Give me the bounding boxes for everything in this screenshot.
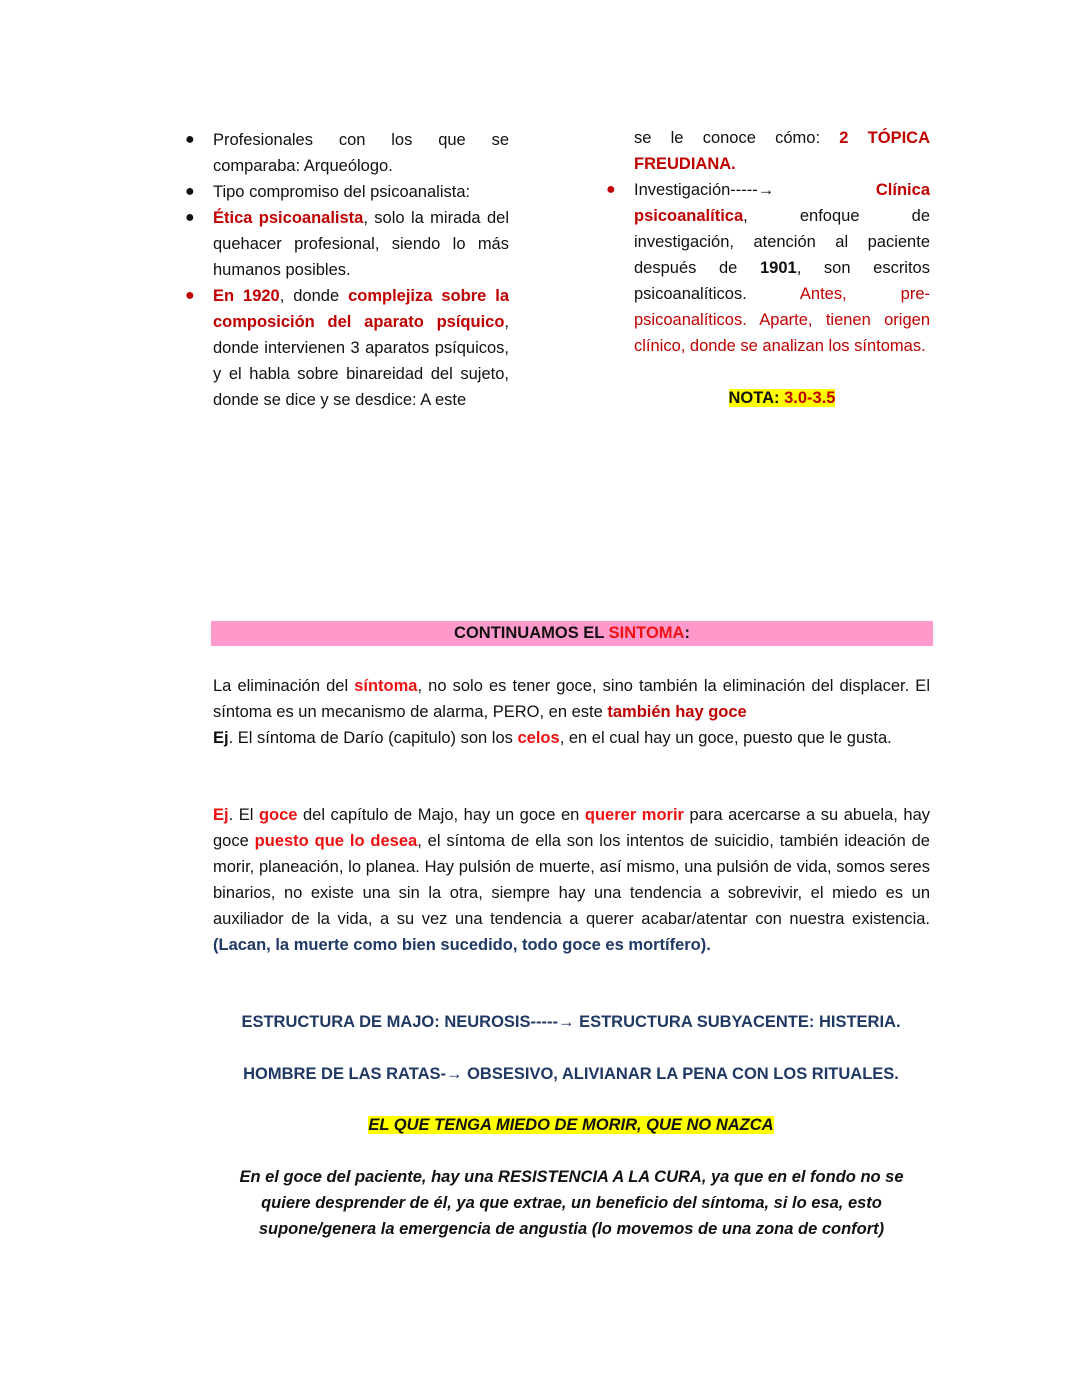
bullet-icon: ● bbox=[185, 131, 195, 148]
highlight-term: complejiza sobre la composición del aparato psíquico bbox=[213, 287, 510, 331]
hombre-line: HOMBRE DE LAS RATAS-→ OBSESIVO, ALIVIANAR LA PENA CON LOS RITUALES. bbox=[243, 1065, 899, 1083]
paragraph-2 bbox=[213, 802, 930, 958]
estructura-line: ESTRUCTURA DE MAJO: NEUROSIS-----→ ESTRUCTURA SUBYACENTE: HISTERIA. bbox=[241, 1013, 901, 1031]
bullet-list-right bbox=[606, 177, 930, 359]
text: del capítulo de Majo, hay un goce en bbox=[297, 806, 585, 824]
text: La eliminación del bbox=[213, 677, 355, 695]
item-text: , solo la mirada del quehacer profesional, siendo lo más humanos posibles. bbox=[213, 209, 509, 279]
list-item bbox=[185, 283, 510, 413]
item-text: Profesionales con los que se comparaba: Arqueólogo. bbox=[213, 131, 509, 175]
text: . El bbox=[228, 806, 259, 824]
list-item bbox=[185, 179, 509, 205]
text: , en el cual hay un goce, puesto que le gusta. bbox=[559, 729, 892, 747]
item-text: , son escritos psicoanalíticos. bbox=[634, 259, 930, 303]
item-text: , enfoque de investigación, atención al paciente después de bbox=[634, 207, 930, 277]
highlight-term: celos bbox=[517, 729, 560, 747]
bullet-icon: ● bbox=[606, 181, 616, 198]
highlight-term: 2 TÓPICA FREUDIANA. bbox=[634, 129, 930, 173]
item-text: Tipo compromiso del psicoanalista: bbox=[213, 183, 471, 201]
right-column bbox=[606, 125, 930, 411]
example-label: Ej bbox=[213, 806, 229, 824]
bullet-icon: ● bbox=[185, 209, 195, 226]
continued-text bbox=[634, 125, 930, 177]
left-column bbox=[185, 127, 510, 413]
example-label: Ej bbox=[213, 729, 229, 747]
bullet-list-left bbox=[185, 127, 510, 413]
red-text: Antes, pre-psicoanalíticos. Aparte, tienen origen clínico, donde se analizan los síntomas. bbox=[634, 285, 930, 355]
text: , no solo es tener goce, sino también la eliminación del displacer. El síntoma es un mecanismo de alarma, PERO, en este bbox=[213, 677, 930, 721]
miedo-highlight: EL QUE TENGA MIEDO DE MORIR, QUE NO NAZCA bbox=[368, 1116, 774, 1134]
closing-paragraph: En el goce del paciente, hay una RESISTENCIA A LA CURA, ya que en el fondo no se quiere desprender de él, ya que extrae, un beneficio del síntoma, si lo esa, esto supone/genera la emergencia de angustia (lo movemos de una zona de confort) bbox=[239, 1168, 904, 1238]
nota-highlight bbox=[729, 389, 836, 407]
section-header bbox=[211, 621, 933, 646]
highlight-term: querer morir bbox=[584, 806, 684, 824]
lacan-quote: (Lacan, la muerte como bien sucedido, todo goce es mortífero). bbox=[213, 936, 711, 954]
nota-label: NOTA: bbox=[728, 389, 785, 407]
nota bbox=[634, 385, 930, 411]
highlight-term: puesto que lo desea bbox=[254, 832, 418, 850]
highlight-term: también hay goce bbox=[607, 703, 747, 721]
bullet-icon: ● bbox=[185, 183, 195, 200]
section-title-highlight: SINTOMA bbox=[608, 624, 685, 642]
item-text: Investigación-----→ bbox=[634, 181, 876, 199]
list-item bbox=[185, 127, 509, 179]
text: . El síntoma de Darío (capitulo) son los bbox=[228, 729, 518, 747]
item-text: , donde intervienen 3 aparatos psíquicos, y el habla sobre binareidad del sujeto, donde se dice y se desdice: A este bbox=[213, 313, 509, 409]
text: , el síntoma de ella son los intentos de suicidio, también ideación de morir, planeación, lo planea. Hay pulsión de muerte, así mismo, una pulsión de vida, somos seres binarios, no existe una sin la otra, siempre hay una tendencia a sobrevivir, el miedo es un auxiliador de la vida, a su vez una tendencia a querer acabar/atentar con nuestra existencia. bbox=[213, 832, 930, 928]
bullet-icon: ● bbox=[185, 287, 195, 304]
text: para acercarse a su abuela, hay goce bbox=[213, 806, 930, 850]
paragraph-1 bbox=[213, 673, 930, 751]
highlight-term: Clínica psicoanalítica bbox=[634, 181, 930, 225]
miedo-line bbox=[200, 1112, 942, 1138]
section-title-colon: : bbox=[684, 624, 690, 642]
item-text: , donde bbox=[279, 287, 349, 305]
highlight-term: Ética psicoanalista bbox=[213, 209, 364, 227]
list-item bbox=[185, 205, 509, 283]
highlight-term: síntoma bbox=[354, 677, 418, 695]
item-text: se le conoce cómo: bbox=[634, 129, 840, 147]
section-title: CONTINUAMOS EL bbox=[454, 624, 609, 642]
list-item bbox=[606, 177, 930, 359]
nota-value: 3.0-3.5 bbox=[784, 389, 836, 407]
year: 1901 bbox=[759, 259, 797, 277]
highlight-term: goce bbox=[258, 806, 298, 824]
highlight-term: En 1920 bbox=[213, 287, 280, 305]
